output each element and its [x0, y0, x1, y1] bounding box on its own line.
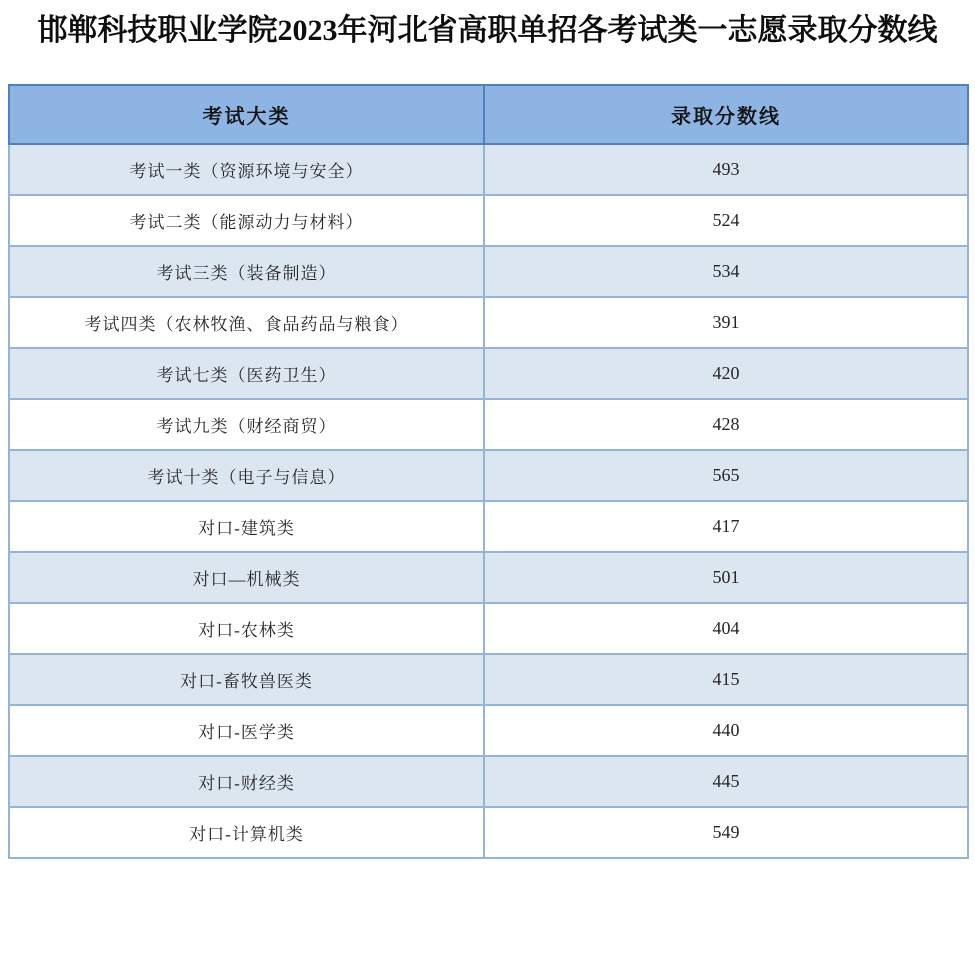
table-row [9, 297, 968, 348]
exam-category-cell: 考试一类（资源环境与安全） [9, 144, 484, 195]
exam-category-cell: 对口-农林类 [9, 603, 484, 654]
admission-score-cell: 565 [484, 450, 968, 501]
table-row [9, 603, 968, 654]
admission-score-cell: 420 [484, 348, 968, 399]
admission-score-cell: 415 [484, 654, 968, 705]
table-row [9, 144, 968, 195]
exam-category-cell: 对口—机械类 [9, 552, 484, 603]
exam-category-cell: 考试二类（能源动力与材料） [9, 195, 484, 246]
exam-category-cell: 考试十类（电子与信息） [9, 450, 484, 501]
admission-score-cell: 428 [484, 399, 968, 450]
admission-score-cell: 493 [484, 144, 968, 195]
admission-score-cell: 549 [484, 807, 968, 858]
table-row [9, 348, 968, 399]
admission-score-cell: 445 [484, 756, 968, 807]
exam-category-cell: 对口-财经类 [9, 756, 484, 807]
column-header-exam-category: 考试大类 [9, 85, 484, 144]
page-title: 邯郸科技职业学院2023年河北省高职单招各考试类一志愿录取分数线 [37, 14, 938, 47]
exam-category-cell: 对口-医学类 [9, 705, 484, 756]
table-row [9, 807, 968, 858]
table-header-row [9, 85, 968, 144]
admission-score-cell: 501 [484, 552, 968, 603]
admission-score-cell: 404 [484, 603, 968, 654]
admission-score-cell: 440 [484, 705, 968, 756]
table-row [9, 246, 968, 297]
exam-category-cell: 考试四类（农林牧渔、食品药品与粮食） [9, 297, 484, 348]
column-header-admission-score: 录取分数线 [484, 85, 968, 144]
admission-score-cell: 391 [484, 297, 968, 348]
table-row [9, 552, 968, 603]
table-row [9, 756, 968, 807]
table-row [9, 195, 968, 246]
table-row [9, 654, 968, 705]
admission-score-cell: 417 [484, 501, 968, 552]
table-row [9, 705, 968, 756]
table-row [9, 501, 968, 552]
exam-category-cell: 考试三类（装备制造） [9, 246, 484, 297]
admission-scores-table [8, 84, 969, 859]
exam-category-cell: 对口-建筑类 [9, 501, 484, 552]
exam-category-cell: 对口-计算机类 [9, 807, 484, 858]
admission-score-cell: 524 [484, 195, 968, 246]
table-body [9, 144, 968, 858]
admission-score-cell: 534 [484, 246, 968, 297]
exam-category-cell: 考试九类（财经商贸） [9, 399, 484, 450]
table-row [9, 399, 968, 450]
exam-category-cell: 考试七类（医药卫生） [9, 348, 484, 399]
exam-category-cell: 对口-畜牧兽医类 [9, 654, 484, 705]
table-row [9, 450, 968, 501]
